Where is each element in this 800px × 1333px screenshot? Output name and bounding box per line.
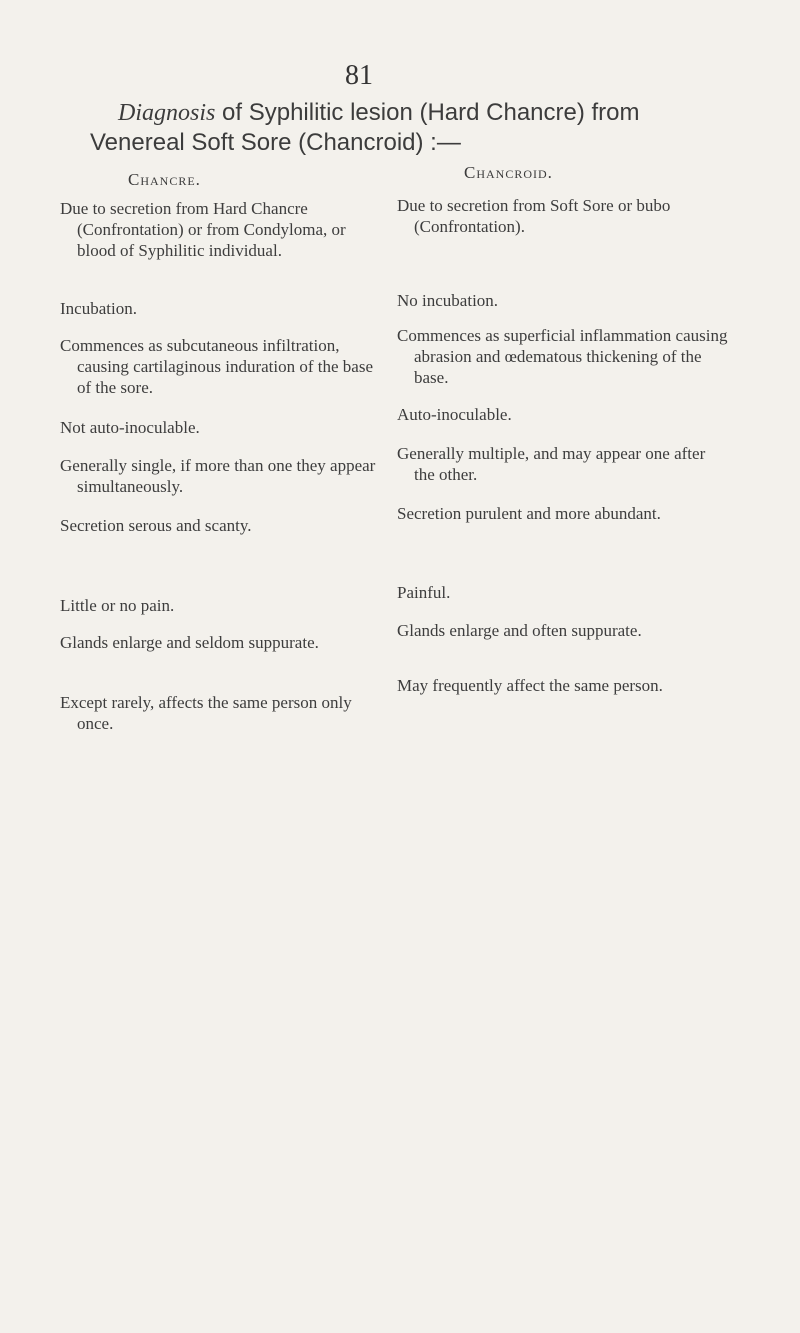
chancroid-entry-incubation: No incubation.	[397, 291, 499, 310]
chancroid-heading: Chancroid.	[464, 163, 553, 182]
title-rest: of Syphilitic lesion (Hard Chancre) from	[215, 99, 640, 126]
chancre-entry-inoculable: Not auto-inoculable.	[60, 418, 200, 437]
chancre-entry-glands: Glands enlarge and seldom suppurate.	[60, 633, 319, 652]
title-line-2: Venereal Soft Sore (Chancroid) :—	[90, 129, 461, 156]
title-italic: Diagnosis	[118, 100, 216, 126]
chancroid-entry-glands: Glands enlarge and often suppurate.	[397, 621, 642, 640]
chancre-entry-commences: Commences as subcutaneous infiltration, causing cartilaginous induration of the base of the sore.	[60, 336, 373, 397]
chancroid-entry-recurrence: May frequently affect the same person.	[397, 676, 663, 695]
chancre-entry-pain: Little or no pain.	[60, 596, 175, 615]
page-number: 81	[345, 60, 373, 91]
chancroid-entry-secretion-purulent: Secretion purulent and more abundant.	[397, 504, 661, 523]
chancroid-entry-pain: Painful.	[397, 583, 451, 602]
chancre-heading: Chancre.	[128, 170, 201, 189]
page-title	[90, 98, 730, 158]
chancroid-entry-multiple: Generally multiple, and may appear one after the other.	[397, 444, 706, 484]
chancre-entry-single: Generally single, if more than one they appear simultaneously.	[60, 456, 376, 496]
chancre-entry-incubation: Incubation.	[60, 299, 137, 318]
chancroid-entry-inoculable: Auto-inoculable.	[397, 405, 512, 424]
chancroid-entry-commences: Commences as superficial inflammation causing abrasion and œdematous thickening of the base.	[397, 326, 728, 387]
title-line-1	[90, 98, 730, 128]
chancre-entry-recurrence: Except rarely, affects the same person only once.	[60, 693, 352, 733]
chancroid-entry-secretion: Due to secretion from Soft Sore or bubo (Confrontation).	[397, 196, 671, 236]
chancre-entry-secretion-serous: Secretion serous and scanty.	[60, 516, 252, 535]
chancre-entry-secretion: Due to secretion from Hard Chancre (Confrontation) or from Condyloma, or blood of Syphilitic individual.	[60, 199, 346, 260]
